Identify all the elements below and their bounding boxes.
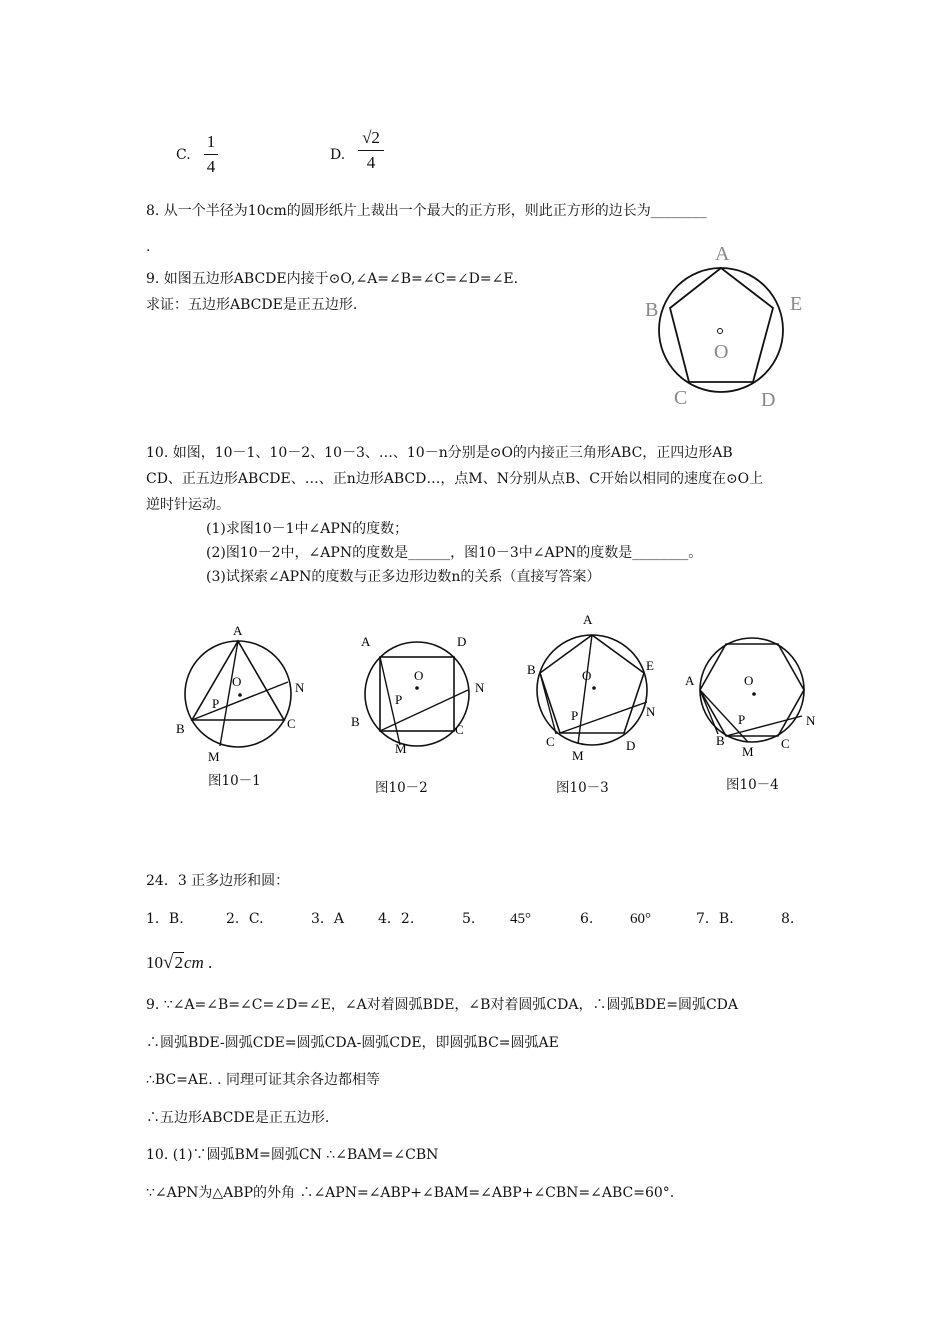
- question-8-end: .: [146, 239, 151, 255]
- question-10-line3: 逆时针运动。: [146, 497, 230, 513]
- fig3-label-m: M: [572, 748, 584, 763]
- fig4-label-p: P: [738, 712, 746, 727]
- fig1-label-b: B: [176, 721, 185, 736]
- fig4-label-a: A: [685, 673, 695, 688]
- fig3-label-a: A: [583, 612, 593, 627]
- fig2-label-c: C: [455, 722, 464, 737]
- fig4-label-c: C: [781, 736, 790, 751]
- option-d-numerator: √2: [362, 128, 380, 147]
- answer-3: 3．A: [311, 911, 345, 927]
- answer-8-unit: cm: [183, 953, 204, 972]
- fig2-label-a: A: [361, 634, 371, 649]
- fig2-label-n: N: [475, 680, 485, 695]
- caption-10-2: 图10－2: [375, 780, 428, 796]
- circle-o: [659, 268, 783, 392]
- option-d-label: D.: [330, 147, 346, 163]
- option-c-numerator: 1: [206, 132, 216, 151]
- fig3-label-b: B: [527, 662, 536, 677]
- answer-8-radicand: 2: [174, 953, 183, 972]
- figure-10-3: [520, 606, 670, 766]
- label-c: C: [674, 387, 688, 409]
- fig4-label-o: O: [744, 673, 754, 688]
- fig3-label-e: E: [646, 658, 654, 673]
- answer-7: 7．B.: [696, 911, 734, 927]
- fig2-label-m: M: [395, 741, 407, 756]
- answer-5: 5.: [462, 911, 476, 927]
- radical-sign: √: [163, 952, 174, 973]
- label-a: A: [715, 243, 730, 265]
- fig2-label-d: D: [457, 634, 467, 649]
- answer-1: 1．B.: [146, 911, 184, 927]
- answer-6: 6.: [580, 911, 594, 927]
- figure-10-2: [345, 624, 495, 774]
- question-9-line1: 9. 如图五边形ABCDE内接于⊙O,∠A=∠B=∠C=∠D=∠E.: [146, 271, 519, 287]
- question-9-line2: 求证：五边形ABCDE是正五边形.: [146, 297, 358, 313]
- fig3-label-d: D: [626, 738, 636, 753]
- answer-9-line1: 9. ∵∠A=∠B=∠C=∠D=∠E，∠A对着圆弧BDE，∠B对着圆弧CDA，∴圆弧BDE=圆弧CDA: [146, 997, 738, 1013]
- answer-2: 2．C.: [226, 911, 264, 927]
- label-e: E: [790, 293, 803, 315]
- fig3-label-p: P: [571, 708, 579, 723]
- answer-10-line1: 10. (1)∵圆弧BM=圆弧CN ∴∠BAM=∠CBN: [146, 1147, 439, 1163]
- question-10-line2: CD、正五边形ABCDE、…、正n边形ABCD…，点M、N分别从点B、C开始以相同的速度在⊙O上: [146, 471, 764, 487]
- option-c-denominator: 4: [206, 157, 216, 176]
- question-10-sub1: (1)求图10－1中∠APN的度数；: [206, 521, 409, 537]
- caption-10-3: 图10－3: [556, 780, 609, 796]
- fig1-label-o: O: [232, 674, 242, 689]
- option-c-label: C.: [176, 147, 191, 163]
- question-10-sub2: (2)图10－2中，∠APN的度数是______，图10－3中∠APN的度数是________。: [206, 545, 703, 561]
- answers-heading: 24．3 正多边形和圆：: [146, 873, 290, 889]
- pentagon-abcde: [670, 268, 773, 382]
- fig1-label-a: A: [233, 623, 243, 638]
- figure-10-1: [170, 620, 320, 770]
- label-b: B: [645, 299, 659, 321]
- fig2-label-p: P: [395, 692, 403, 707]
- option-d-fraction: [358, 128, 384, 173]
- fig2-label-o: O: [414, 668, 424, 683]
- answer-6-value: 60°: [630, 911, 651, 927]
- caption-10-4: 图10－4: [726, 777, 779, 793]
- answer-5-value: 45°: [510, 911, 531, 927]
- fig2-label-b: B: [351, 714, 360, 729]
- label-o: O: [714, 341, 729, 363]
- fig1-label-m: M: [208, 749, 220, 764]
- option-d-denominator: 4: [366, 153, 376, 172]
- question-10-sub3: (3)试探索∠APN的度数与正多边形边数n的关系（直接写答案）: [206, 569, 601, 585]
- answer-8-coefficient: 10: [146, 953, 163, 972]
- answer-8: 8.: [781, 911, 795, 927]
- option-c-fraction: [204, 132, 218, 177]
- label-d: D: [761, 389, 776, 411]
- figure-10-4: [680, 630, 830, 770]
- caption-10-1: 图10－1: [208, 773, 261, 789]
- answer-10-line2: ∵∠APN为△ABP的外角 ∴∠APN=∠ABP+∠BAM=∠ABP+∠CBN=∠ABC=60°.: [146, 1185, 675, 1201]
- answer-4: 4．2.: [378, 911, 415, 927]
- answer-9-line3: ∴BC=AE. . 同理可证其余各边都相等: [146, 1072, 381, 1088]
- fig3-label-c: C: [546, 734, 555, 749]
- fig4-label-n: N: [806, 713, 816, 728]
- answer-9-line4: ∴五边形ABCDE是正五边形.: [146, 1110, 330, 1126]
- question-10-line1: 10. 如图，10－1、10－2、10－3、…、10－n分别是⊙O的内接正三角形ABC，正四边形AB: [146, 445, 733, 461]
- answer-9-line2: ∴圆弧BDE-圆弧CDE=圆弧CDA-圆弧CDE，即圆弧BC=圆弧AE: [146, 1035, 559, 1051]
- fig1-label-n: N: [295, 680, 305, 695]
- fig4-label-m: M: [742, 744, 754, 759]
- question-8: 8. 从一个半径为10cm的圆形纸片上裁出一个最大的正方形，则此正方形的边长为________: [146, 203, 707, 219]
- fig3-label-n: N: [646, 704, 656, 719]
- center-point: [718, 329, 723, 334]
- fig1-label-c: C: [287, 716, 296, 731]
- answer-8-period: .: [208, 953, 213, 972]
- fig4-label-b: B: [716, 733, 725, 748]
- pentagon-figure: [640, 236, 820, 416]
- fig1-label-p: P: [212, 696, 220, 711]
- fig3-label-o: O: [582, 668, 592, 683]
- answer-8-value: [146, 952, 212, 974]
